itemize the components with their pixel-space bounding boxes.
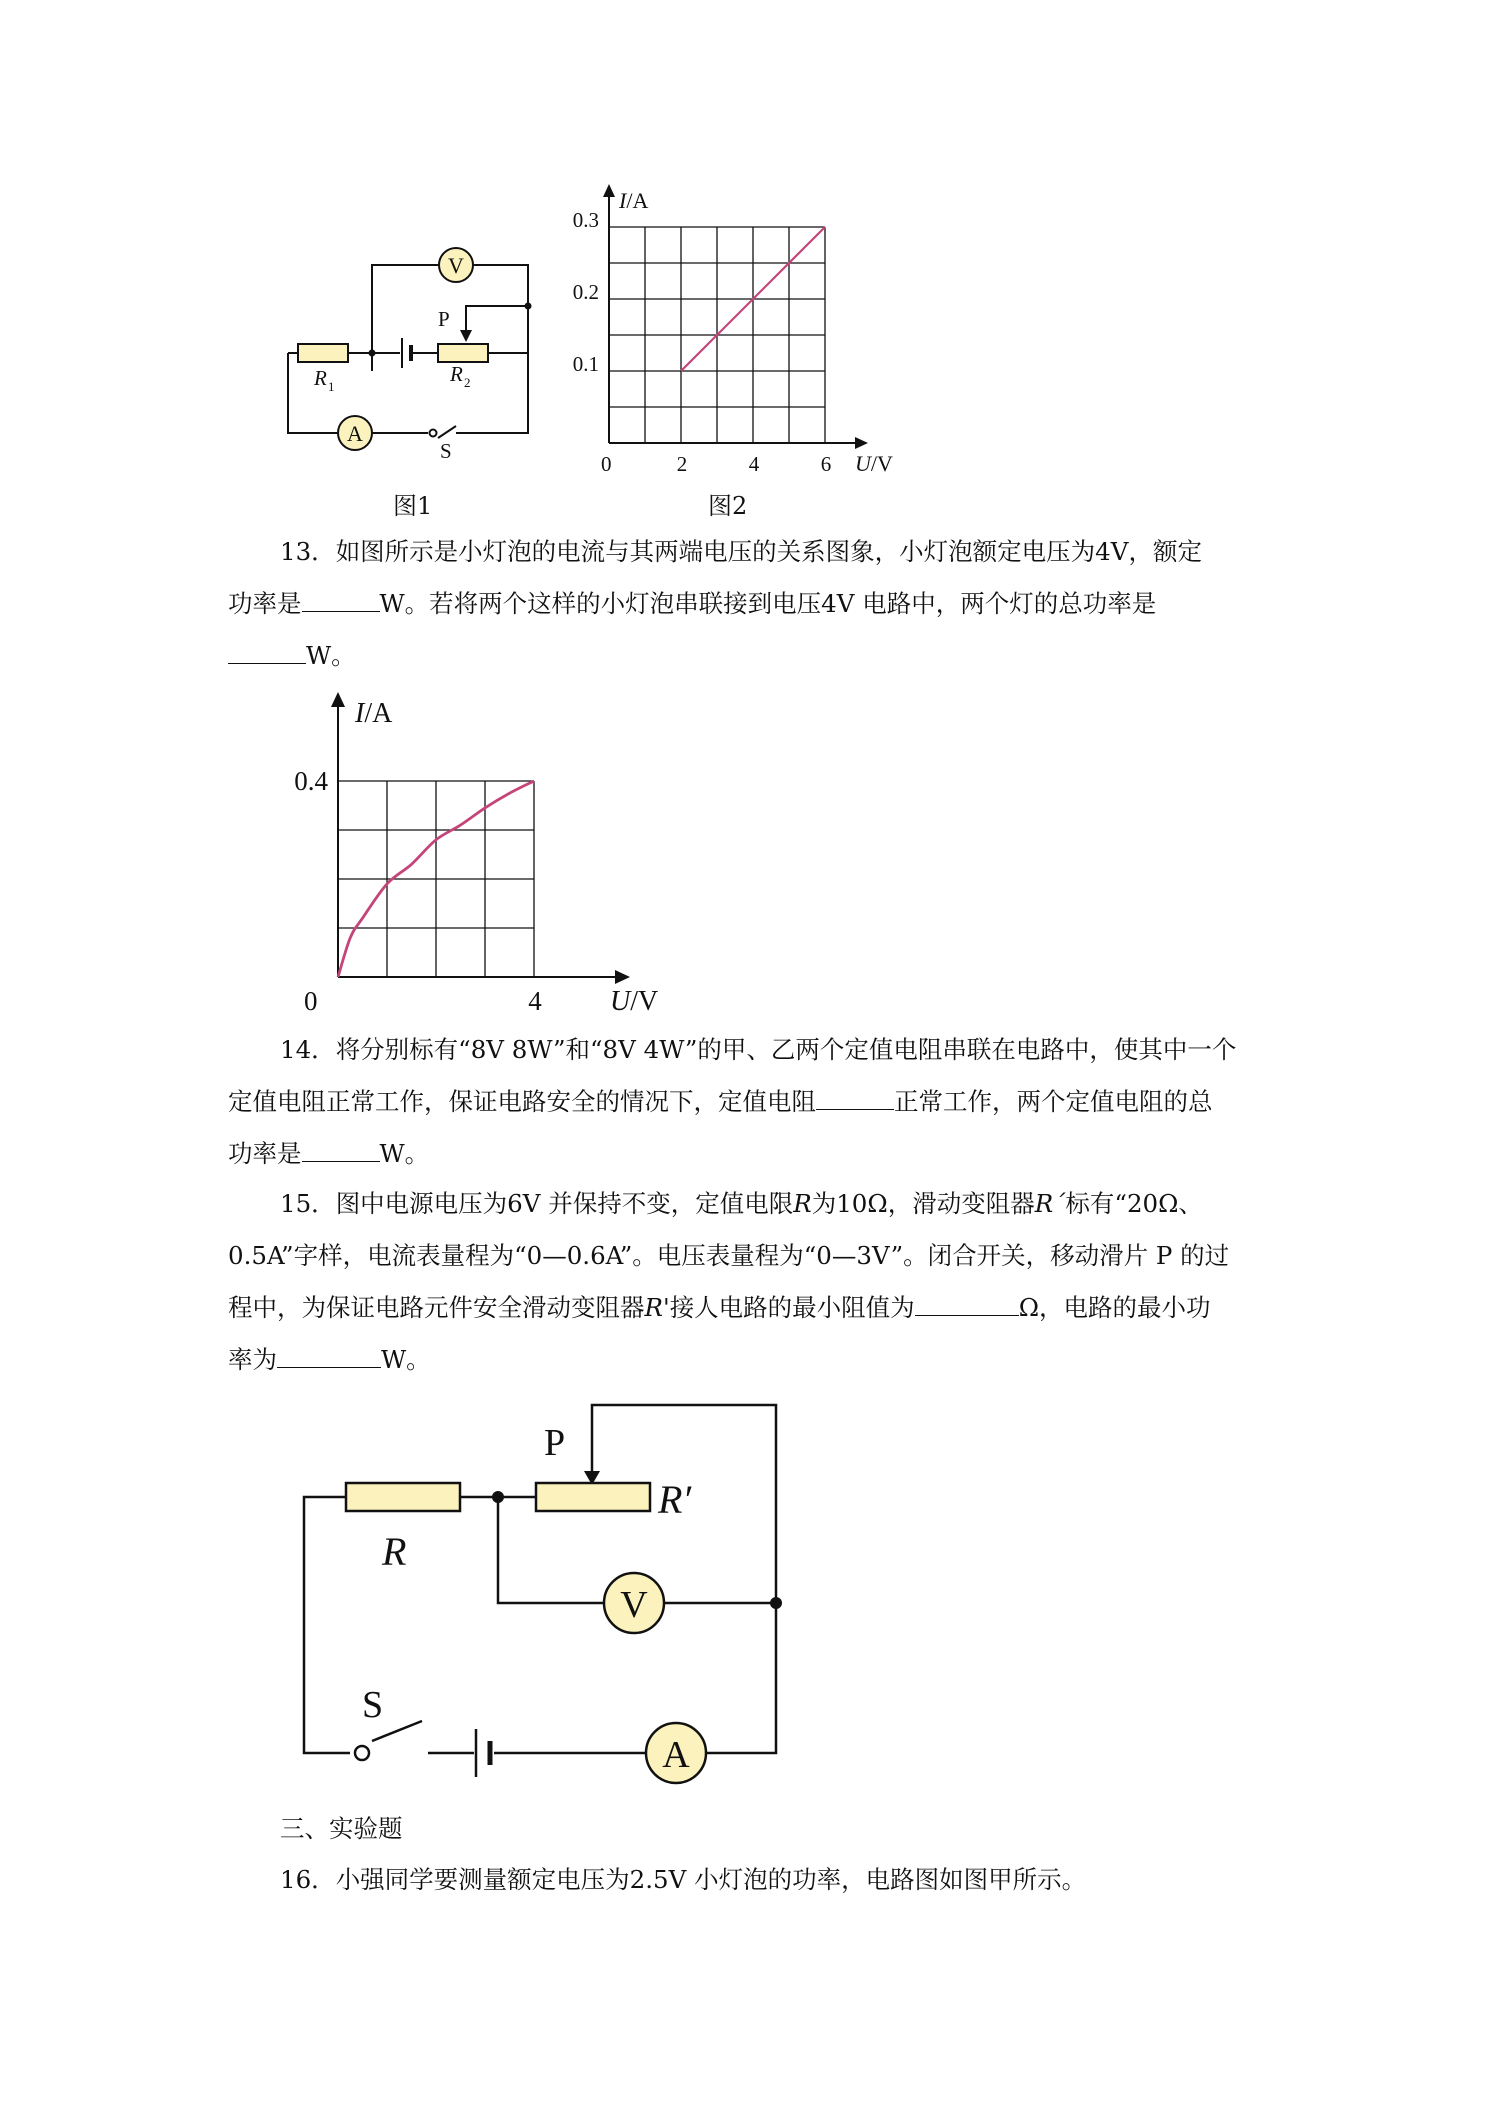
question-16 [228,1854,1272,1906]
question-13-line3: W。 [306,641,356,670]
r-label: R [382,1529,407,1574]
section-heading: 三、实验题 [280,1814,403,1843]
question-14-line3b: W。 [379,1139,430,1168]
switch-label: S [362,1684,384,1726]
r1-label: R [314,366,327,390]
question-15 [228,1178,1272,1386]
y-tick-label: 0.4 [294,766,328,796]
ammeter [646,1723,706,1783]
question-14-line1: 将分别标有“8V 8W”和“8V 4W”的甲、乙两个定值电阻串联在电路中，使其中一个 [335,1035,1237,1064]
y-axis-label: I/A [355,698,393,729]
x-tick-label: 4 [528,986,542,1016]
question-14 [228,1024,1272,1180]
question-14-line3a: 功率是 [228,1139,302,1168]
question-15-line4b: W。 [381,1345,431,1374]
origin-label: 0 [601,452,612,476]
answer-blank[interactable] [302,585,380,612]
ammeter [338,416,372,450]
x-axis-label: U/V [610,986,659,1017]
r1-subscript: 1 [328,379,335,394]
svg-text:V: V [620,1584,648,1626]
question-13 [228,526,1272,682]
answer-blank[interactable] [816,1083,894,1110]
resistor-r2 [438,344,488,362]
svg-text:A: A [347,421,363,446]
x-tick-label: 6 [820,452,832,476]
x-tick-label: 4 [748,452,760,476]
figure-2-caption: 图2 [708,492,748,520]
r2-label: R [450,362,463,386]
x-tick-label: 2 [676,452,688,476]
resistor-r1 [298,344,348,362]
slider-label: P [438,307,450,331]
question-16-number: 16． [280,1865,336,1894]
question-14-line2b: 正常工作，两个定值电阻的总 [894,1087,1213,1116]
svg-text:V: V [448,253,464,278]
figure-1-circuit [270,230,550,470]
question-15-line1e: 标有“20Ω、 [1065,1189,1203,1218]
question-15-number: 15． [280,1189,336,1218]
question-15-line3c: 接人电路的最小阻值为 [669,1293,915,1322]
answer-blank[interactable] [277,1341,381,1368]
question-13-line2b: W。若将两个这样的小灯泡串联接到电压4V 电路中，两个灯的总功率是 [379,589,1157,618]
question-13-line1: 如图所示是小灯泡的电流与其两端电压的关系图象，小灯泡额定电压为4V，额定 [335,537,1202,566]
figure-3-chart [280,690,680,1020]
resistor-symbol: R [793,1189,812,1218]
question-16-text: 小强同学要测量额定电压为2.5V 小灯泡的功率，电路图如图甲所示。 [335,1865,1087,1894]
origin-label: 0 [304,986,318,1016]
answer-blank[interactable] [228,637,306,664]
question-14-line2a: 定值电阻正常工作，保证电路安全的情况下，定值电阻 [228,1087,816,1116]
r2-subscript: 2 [464,375,471,390]
svg-text:A: A [662,1734,690,1776]
question-15-line3a: 程中，为保证电路元件安全滑动变阻器 [228,1293,645,1322]
question-15-line3d: Ω，电路的最小功 [1018,1293,1211,1322]
question-14-number: 14． [280,1035,336,1064]
question-13-number: 13． [280,537,336,566]
y-tick-label: 0.3 [572,208,599,232]
rheostat-rprime [536,1483,650,1511]
question-15-line1a: 图中电源电压为6V 并保持不变，定值电限 [335,1189,794,1218]
voltmeter [439,248,473,282]
x-axis-label: U/V [855,451,893,476]
y-tick-label: 0.2 [572,280,599,304]
slider-label: P [544,1422,566,1464]
rprime-label: R′ [658,1477,692,1522]
resistor-r [346,1483,460,1511]
question-13-line2a: 功率是 [228,589,302,618]
question-15-line4a: 率为 [228,1345,277,1374]
question-15-line1c: 为10Ω，滑动变阻器 [811,1189,1035,1218]
y-axis-label: I/A [619,188,649,213]
figure-4-circuit [290,1395,810,1795]
answer-blank[interactable] [915,1289,1019,1316]
rheostat-symbol: R' [644,1293,670,1322]
question-15-line2: 0.5A”字样，电流表量程为“0—0.6A”。电压表量程为“0—3V”。闭合开关，移动滑片 P 的过 [228,1241,1230,1270]
voltmeter [604,1573,664,1633]
figure-2-chart [555,180,895,480]
rheostat-symbol: R´ [1034,1189,1066,1218]
answer-blank[interactable] [302,1135,380,1162]
figure-1-caption: 图1 [393,492,433,520]
switch-label: S [440,439,452,463]
y-tick-label: 0.1 [572,352,599,376]
